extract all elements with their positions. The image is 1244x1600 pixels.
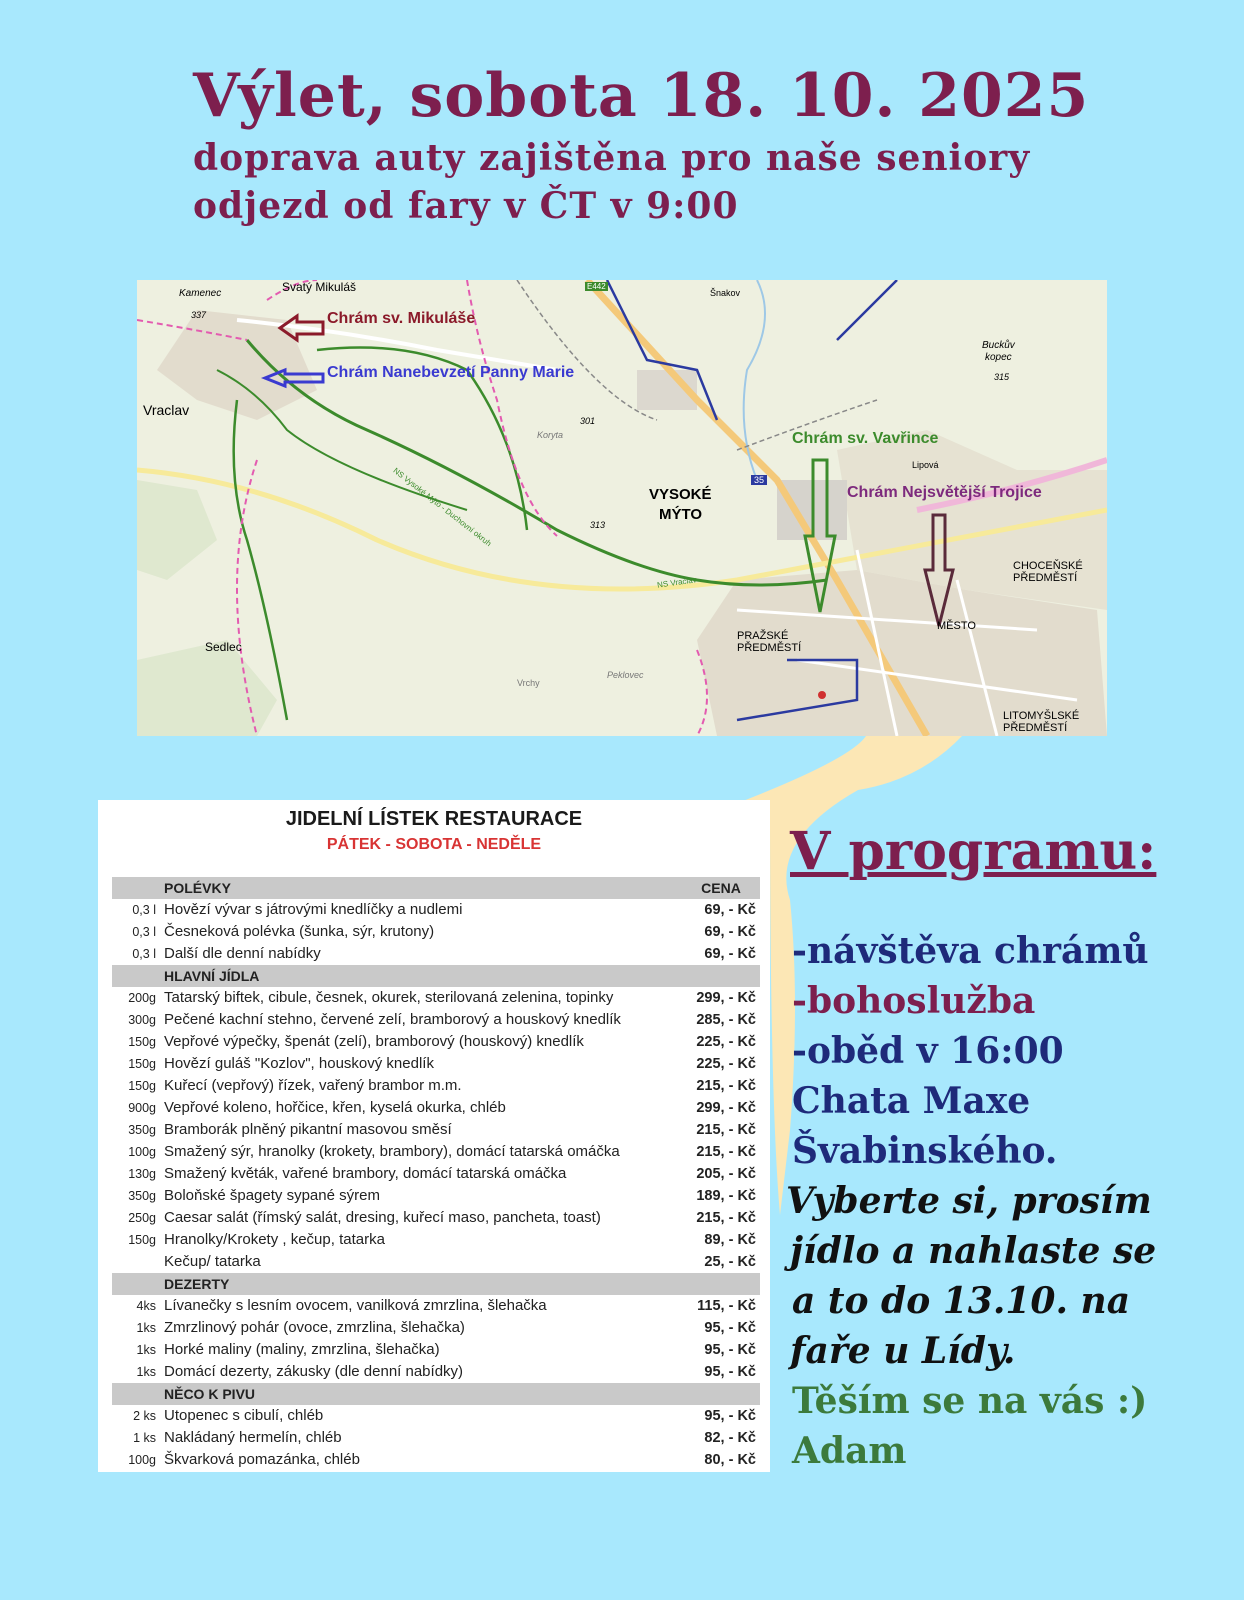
menu-title: JIDELNÍ LÍSTEK RESTAURACE bbox=[285, 808, 583, 830]
place-vraclav: Vraclav bbox=[143, 402, 190, 418]
menu-item-price: 25, - Kč bbox=[704, 1254, 756, 1270]
label-chram-nanebevzeti: Chrám Nanebevzetí Panny Marie bbox=[327, 364, 575, 381]
place-peklovec: Peklovec bbox=[607, 670, 644, 680]
menu-item-name: Vepřové koleno, hořčice, křen, kyselá okurka, chléb bbox=[164, 1099, 506, 1116]
road-35: 35 bbox=[751, 475, 767, 485]
menu-item-name: Smažený sýr, hranolky (krokety, brambory), domácí tatarská omáčka bbox=[164, 1143, 620, 1160]
menu-item bbox=[112, 1075, 760, 1097]
menu-item-qty: 900g bbox=[128, 1101, 156, 1115]
place-kamenec-alt: 337 bbox=[191, 310, 207, 320]
menu-item-qty: 0,3 l bbox=[132, 925, 156, 939]
program-note-4: faře u Lídy. bbox=[790, 1330, 1016, 1372]
place-vrchy: Vrchy bbox=[517, 678, 540, 688]
menu-item-price: 89, - Kč bbox=[704, 1232, 756, 1248]
menu-item bbox=[112, 1097, 760, 1119]
menu-item-price: 189, - Kč bbox=[696, 1188, 756, 1204]
place-chocenske-predmesti: PŘEDMĚSTÍ bbox=[1013, 572, 1078, 584]
place-buckuv: Buckův bbox=[982, 340, 1015, 351]
altitude-301: 301 bbox=[580, 416, 596, 426]
menu-section-header bbox=[112, 1273, 760, 1295]
place-prazske-predmesti: PŘEDMĚSTÍ bbox=[737, 642, 802, 654]
menu-item-name: Utopenec s cibulí, chléb bbox=[164, 1407, 324, 1424]
place-litomyslske-predmesti: PŘEDMĚSTÍ bbox=[1003, 722, 1068, 734]
menu-item-name: Hovězí vývar s játrovými knedlíčky a nudlemi bbox=[164, 901, 463, 918]
program-note-2: jídlo a nahlaste se bbox=[790, 1230, 1157, 1272]
menu-item-price: 80, - Kč bbox=[704, 1452, 756, 1468]
menu-item-qty: 4ks bbox=[136, 1299, 156, 1313]
menu-item-price: 69, - Kč bbox=[704, 924, 756, 940]
place-vysoke: VYSOKÉ bbox=[649, 486, 712, 503]
menu-item-price: 95, - Kč bbox=[704, 1408, 756, 1424]
map-background bbox=[137, 280, 1107, 736]
program-place-2: Švabinského. bbox=[792, 1130, 1058, 1172]
menu-item-qty: 0,3 l bbox=[132, 903, 156, 917]
menu-item-price: 225, - Kč bbox=[696, 1056, 756, 1072]
menu-item-qty: 200g bbox=[128, 991, 156, 1005]
menu-item-name: Nakládaný hermelín, chléb bbox=[164, 1429, 342, 1446]
menu-item-price: 299, - Kč bbox=[696, 990, 756, 1006]
program-place-1: Chata Maxe bbox=[792, 1080, 1031, 1122]
menu-item bbox=[112, 1361, 760, 1383]
menu-item bbox=[112, 1229, 760, 1251]
menu-item-price: 82, - Kč bbox=[704, 1430, 756, 1446]
menu-item-price: 215, - Kč bbox=[696, 1144, 756, 1160]
menu-section-name: NĚCO K PIVU bbox=[164, 1383, 686, 1405]
restaurant-menu bbox=[98, 800, 770, 1472]
menu-item bbox=[112, 921, 760, 943]
menu-table bbox=[112, 877, 760, 1471]
place-myto: MÝTO bbox=[659, 506, 703, 523]
menu-item-name: Bramborák plněný pikantní masovou směsí bbox=[164, 1121, 452, 1138]
label-chram-mikulase: Chrám sv. Mikuláše bbox=[327, 310, 476, 327]
menu-item bbox=[112, 1185, 760, 1207]
menu-item-name: Domácí dezerty, zákusky (dle denní nabídky) bbox=[164, 1363, 464, 1380]
menu-item bbox=[112, 1207, 760, 1229]
menu-item-price: 215, - Kč bbox=[696, 1122, 756, 1138]
menu-item-price: 215, - Kč bbox=[696, 1210, 756, 1226]
trail-vraclav: NS Vraclav bbox=[656, 575, 698, 590]
menu-item-name: Pečené kachní stehno, červené zelí, bramborový a houskový knedlík bbox=[164, 1011, 621, 1028]
place-mesto: MĚSTO bbox=[937, 620, 976, 632]
menu-item-name: Hovězí guláš "Kozlov", houskový knedlík bbox=[164, 1055, 434, 1072]
program-note-1: Vyberte si, prosím bbox=[786, 1180, 1152, 1222]
menu-item-price: 215, - Kč bbox=[696, 1078, 756, 1094]
program-heading: V programu: bbox=[790, 821, 1157, 882]
menu-item-price: 205, - Kč bbox=[696, 1166, 756, 1182]
place-sedlec: Sedlec bbox=[205, 640, 242, 654]
menu-section-header bbox=[112, 877, 760, 899]
road-e442: E442 bbox=[587, 282, 606, 291]
menu-item-qty: 1 ks bbox=[133, 1431, 156, 1445]
menu-item-qty: 150g bbox=[128, 1057, 156, 1071]
menu-item-price: 225, - Kč bbox=[696, 1034, 756, 1050]
menu-item-name: Kuřecí (vepřový) řízek, vařený brambor m.m. bbox=[164, 1077, 462, 1094]
header bbox=[193, 58, 1193, 230]
menu-item-price: 115, - Kč bbox=[697, 1298, 756, 1314]
menu-item-name: Tatarský biftek, cibule, česnek, okurek, sterilovaná zelenina, topinky bbox=[164, 989, 614, 1006]
menu-item-name: Česneková polévka (šunka, sýr, krutony) bbox=[164, 923, 435, 940]
place-koryta: Koryta bbox=[537, 430, 564, 440]
menu-item-name: Boloňské špagety sypané sýrem bbox=[164, 1187, 380, 1204]
label-chram-vavrince: Chrám sv. Vavřince bbox=[792, 430, 939, 447]
program-item-churches: -návštěva chrámů bbox=[792, 930, 1149, 972]
place-litomyslske: LITOMYŠLSKÉ bbox=[1003, 710, 1080, 722]
program-item-mass: -bohoslužba bbox=[792, 980, 1036, 1022]
menu-item bbox=[112, 1119, 760, 1141]
menu-item-qty: 150g bbox=[128, 1079, 156, 1093]
menu-item-qty: 1ks bbox=[136, 1321, 156, 1335]
menu-price-header: CENA bbox=[686, 877, 760, 899]
menu-item bbox=[112, 987, 760, 1009]
menu-item-qty: 100g bbox=[128, 1145, 156, 1159]
menu-item-name: Caesar salát (římský salát, dresing, kuřecí maso, pancheta, toast) bbox=[164, 1209, 601, 1226]
menu-section-header bbox=[112, 965, 760, 987]
menu-item-qty: 150g bbox=[128, 1035, 156, 1049]
menu-item bbox=[112, 1295, 760, 1317]
place-svaty-mikulas: Svatý Mikuláš bbox=[282, 280, 357, 294]
program-box bbox=[790, 822, 1240, 882]
menu-item-qty bbox=[112, 1251, 164, 1273]
menu-item-price: 69, - Kč bbox=[704, 902, 756, 918]
menu-item bbox=[112, 943, 760, 965]
transport-note: doprava auty zajištěna pro naše seniory bbox=[193, 137, 1031, 179]
menu-item-name: Lívanečky s lesním ovocem, vanilková zmrzlina, šlehačka bbox=[164, 1297, 547, 1314]
menu-item-qty: 300g bbox=[128, 1013, 156, 1027]
menu-item-name: Zmrzlinový pohár (ovoce, zmrzlina, šlehačka) bbox=[164, 1319, 465, 1336]
menu-section-name: HLAVNÍ JÍDLA bbox=[164, 965, 686, 987]
menu-section-header bbox=[112, 1383, 760, 1405]
menu-item bbox=[112, 1427, 760, 1449]
menu-item-price: 95, - Kč bbox=[704, 1364, 756, 1380]
page-title: Výlet, sobota 18. 10. 2025 bbox=[193, 61, 1090, 131]
menu-item-name: Další dle denní nabídky bbox=[164, 945, 321, 962]
place-chocenske: CHOCEŇSKÉ bbox=[1013, 560, 1083, 572]
menu-item-qty: 130g bbox=[128, 1167, 156, 1181]
place-kamenec: Kamenec bbox=[179, 288, 222, 299]
menu-section-name: POLÉVKY bbox=[164, 877, 686, 899]
departure-note: odjezd od fary v ČT v 9:00 bbox=[193, 185, 739, 227]
menu-item-name: Vepřové výpečky, špenát (zelí), bramborový (houskový) knedlík bbox=[164, 1033, 584, 1050]
menu-item bbox=[112, 1405, 760, 1427]
place-kopec: kopec bbox=[985, 352, 1012, 363]
menu-item-name: Kečup/ tatarka bbox=[164, 1253, 261, 1270]
menu-item-price: 299, - Kč bbox=[696, 1100, 756, 1116]
menu-item bbox=[112, 1251, 760, 1273]
menu-item bbox=[112, 1449, 760, 1471]
menu-item-qty: 350g bbox=[128, 1189, 156, 1203]
place-prazske: PRAŽSKÉ bbox=[737, 630, 789, 642]
menu-item-qty: 2 ks bbox=[133, 1409, 156, 1423]
route-map bbox=[137, 280, 1107, 736]
program-signature: Adam bbox=[792, 1430, 907, 1472]
menu-item-qty: 0,3 l bbox=[132, 947, 156, 961]
menu-item-qty: 350g bbox=[128, 1123, 156, 1137]
menu-days: PÁTEK - SOBOTA - NEDĚLE bbox=[326, 836, 542, 853]
menu-item-price: 285, - Kč bbox=[696, 1012, 756, 1028]
menu-section-name: DEZERTY bbox=[164, 1273, 686, 1295]
program-note-3: a to do 13.10. na bbox=[792, 1280, 1131, 1322]
menu-item-price: 69, - Kč bbox=[704, 946, 756, 962]
place-lipova: Lipová bbox=[912, 460, 939, 470]
menu-item-price: 95, - Kč bbox=[704, 1320, 756, 1336]
menu-item bbox=[112, 1163, 760, 1185]
menu-item-name: Hranolky/Krokety , kečup, tatarka bbox=[164, 1231, 385, 1248]
menu-item bbox=[112, 1009, 760, 1031]
menu-item-qty: 150g bbox=[128, 1233, 156, 1247]
menu-item-name: Smažený květák, vařené brambory, domácí tatarská omáčka bbox=[164, 1165, 567, 1182]
trail-duchovni-okruh: NS Vysoké Mýto - Duchovní okruh bbox=[391, 466, 494, 549]
menu-item-qty: 1ks bbox=[136, 1343, 156, 1357]
label-chram-trojice: Chrám Nejsvětější Trojice bbox=[847, 484, 1042, 501]
menu-item-qty: 250g bbox=[128, 1211, 156, 1225]
program-greeting: Těším se na vás :) bbox=[792, 1380, 1148, 1422]
altitude-313: 313 bbox=[590, 520, 606, 530]
menu-item bbox=[112, 1053, 760, 1075]
menu-item bbox=[112, 1339, 760, 1361]
program-item-lunch: -oběd v 16:00 bbox=[792, 1030, 1064, 1072]
menu-item bbox=[112, 899, 760, 921]
menu-item-qty: 1ks bbox=[136, 1365, 156, 1379]
menu-item bbox=[112, 1317, 760, 1339]
menu-item-qty: 100g bbox=[128, 1453, 156, 1467]
menu-item bbox=[112, 1031, 760, 1053]
menu-item bbox=[112, 1141, 760, 1163]
menu-item-name: Škvarková pomazánka, chléb bbox=[164, 1451, 360, 1468]
menu-item-price: 95, - Kč bbox=[704, 1342, 756, 1358]
place-buckuv-alt: 315 bbox=[994, 372, 1010, 382]
menu-item-name: Horké maliny (maliny, zmrzlina, šlehačka) bbox=[164, 1341, 440, 1358]
place-snakov: Šnakov bbox=[710, 288, 741, 298]
